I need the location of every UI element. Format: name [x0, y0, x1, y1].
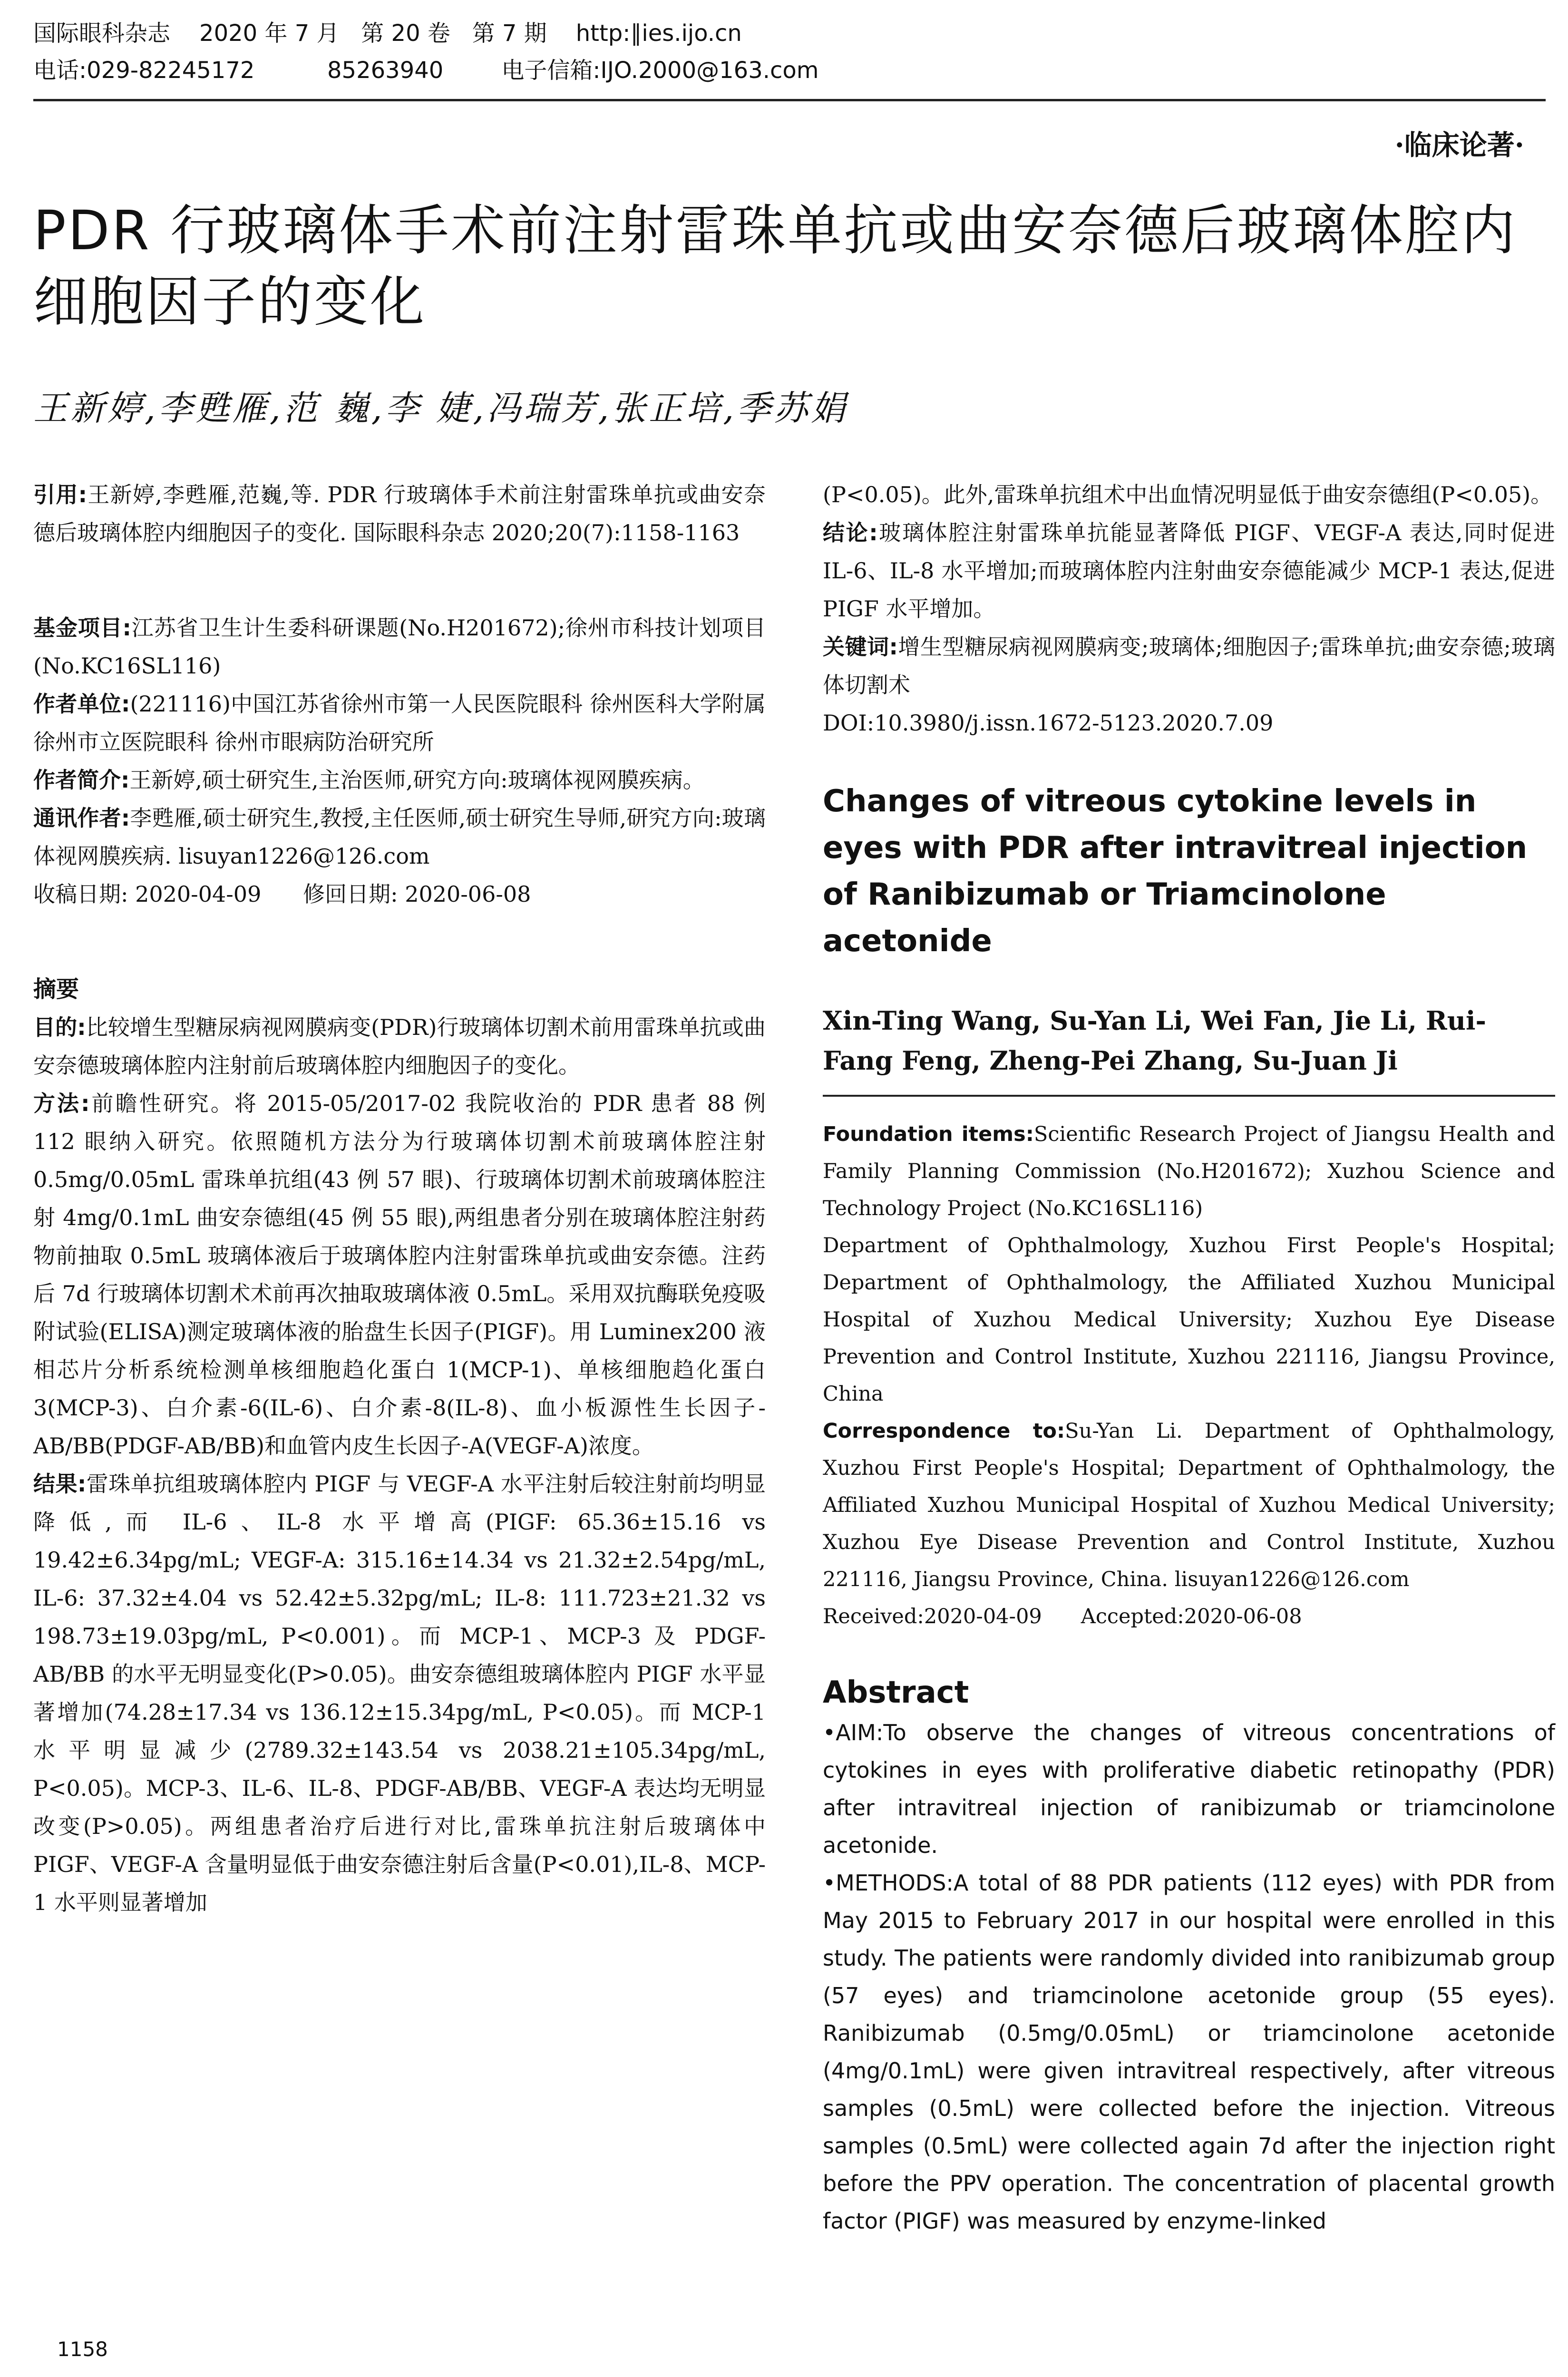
foundation-label: Foundation items:	[823, 1122, 1034, 1146]
right-column	[823, 476, 1555, 2240]
correspondence	[823, 1413, 1555, 1598]
aim-en	[823, 1714, 1555, 1864]
section-tag: ·临床论著·	[1394, 129, 1524, 161]
bio-text: 王新婷,硕士研究生,主治医师,研究方向:玻璃体视网膜疾病。	[129, 767, 705, 793]
author-bio	[33, 761, 766, 799]
keywords-label-cn: 关键词:	[823, 634, 898, 660]
results-text-cn: 雷珠单抗组玻璃体腔内 PIGF 与 VEGF-A 水平注射后较注射前均明显降低,而 IL-6、IL-8 水平增高(PIGF: 65.36±15.16 vs 19.42±6.34pg/mL; VEGF-A: 315.16±14.34 vs 21.32±2.54pg/mL, IL-6: 37.32±4.04 vs 52.42±5.32pg/mL; IL-8: 111.723±21.32 vs 198.73±19.03pg/mL, P<0.001)。而 MCP-1、MCP-3 及 PDGF-AB/BB 的水平无明显变化(P>0.05)。曲安奈德组玻璃体腔内 PIGF 水平显著增加(74.28±17.34 vs 136.12±15.34pg/mL, P<0.05)。而 MCP-1 水平明显减少(2789.32±143.54 vs 2038.21±105.34pg/mL, P<0.05)。MCP-3、IL-6、IL-8、PDGF-AB/BB、VEGF-A 表达均无明显改变(P>0.05)。两组患者治疗后进行对比,雷珠单抗注射后玻璃体中 PIGF、VEGF-A 含量明显低于曲安奈德注射后含量(P<0.01),IL-8、MCP-1 水平则显著增加	[33, 1471, 766, 1915]
corr-text: 李甦雁,硕士研究生,教授,主任医师,硕士研究生导师,研究方向:玻璃体视网膜疾病. lisuyan1226@126.com	[33, 805, 766, 869]
conclusion-cn	[823, 514, 1555, 628]
citation	[33, 476, 766, 552]
header-rule	[33, 99, 1546, 101]
methods-label-cn: 方法:	[33, 1091, 90, 1116]
dates: 收稿日期: 2020-04-09 修回日期: 2020-06-08	[33, 881, 531, 907]
abstract-heading-en: Abstract	[823, 1675, 969, 1710]
fund-info	[33, 609, 766, 685]
methods-en	[823, 1864, 1555, 2240]
methods-text-cn: 前瞻性研究。将 2015-05/2017-02 我院收治的 PDR 患者 88 例 112 眼纳入研究。依照随机方法分为行玻璃体切割术前玻璃体腔注射 0.5mg/0.05mL 雷珠单抗组(43 例 57 眼)、行玻璃体切割术前玻璃体腔注射 4mg/0.1mL 曲安奈德组(45 例 55 眼),两组患者分别在玻璃体腔注射药物前抽取 0.5mL 玻璃体液后于玻璃体腔内注射雷珠单抗或曲安奈德。注药后 7d 行玻璃体切割术术前再次抽取玻璃体液 0.5mL。采用双抗酶联免疫吸附试验(ELISA)测定玻璃体液的胎盘生长因子(PIGF)。用 Luminex200 液相芯片分析系统检测单核细胞趋化蛋白 1(MCP-1)、单核细胞趋化蛋白 3(MCP-3)、白介素-6(IL-6)、白介素-8(IL-8)、血小板源性生长因子-AB/BB(PDGF-AB/BB)和血管内皮生长因子-A(VEGF-A)浓度。	[33, 1091, 766, 1459]
corr-label: 通讯作者:	[33, 805, 130, 831]
keywords-text-cn: 增生型糖尿病视网膜病变;玻璃体;细胞因子;雷珠单抗;曲安奈德;玻璃体切割术	[823, 634, 1555, 698]
foundation-items	[823, 1116, 1555, 1227]
english-authors: Xin-Ting Wang, Su-Yan Li, Wei Fan, Jie Li, Rui-Fang Feng, Zheng-Pei Zhang, Su-Juan Ji	[823, 1005, 1486, 1076]
authors: 王新婷,李甦雁,范 巍,李 婕,冯瑞芳,张正培,季苏娟	[33, 388, 848, 428]
doi: DOI:10.3980/j.issn.1672-5123.2020.7.09	[823, 710, 1274, 736]
correspondence-text: Su-Yan Li. Department of Ophthalmology, Xuzhou First People's Hospital; Department of Ophthalmology, the Affiliated Xuzhou Municipal Hospital of Xuzhou Medical University; Xuzhou Eye Disease Prevention and Control Institute, Xuzhou 221116, Jiangsu Province, China. lisuyan1226@126.com	[823, 1419, 1555, 1591]
article-title: PDR 行玻璃体手术前注射雷珠单抗或曲安奈德后玻璃体腔内细胞因子的变化	[33, 199, 1517, 333]
page-number: 1158	[57, 2338, 108, 2361]
department-info: Department of Ophthalmology, Xuzhou First People's Hospital; Department of Ophthalmology, the Affiliated Xuzhou Municipal Hospital of Xuzhou Medical University; Xuzhou Eye Disease Prevention and Control Institute, Xuzhou 221116, Jiangsu Province, China	[823, 1234, 1555, 1406]
journal-header-line2: 电话:029-82245172 85263940 电子信箱:IJO.2000@163.com	[33, 57, 819, 84]
methods-label-en: •METHODS:	[823, 1870, 954, 1896]
bio-label: 作者简介:	[33, 767, 130, 793]
keywords-cn	[823, 628, 1555, 704]
results-cn	[33, 1465, 766, 1921]
conclusion-text-cn: 玻璃体腔注射雷珠单抗能显著降低 PIGF、VEGF-A 表达,同时促进 IL-6、IL-8 水平增加;而玻璃体腔内注射曲安奈德能减少 MCP-1 表达,促进 PIGF 水平增加。	[823, 520, 1555, 622]
received-accepted: Received:2020-04-09 Accepted:2020-06-08	[823, 1605, 1302, 1628]
citation-label: 引用:	[33, 482, 88, 507]
methods-cn	[33, 1084, 766, 1465]
corresponding-author	[33, 799, 766, 875]
aim-label-en: •AIM:	[823, 1720, 884, 1745]
english-title: Changes of vitreous cytokine levels in eyes with PDR after intravitreal injection of Ranibizumab or Triamcinolone acetonide	[823, 784, 1528, 959]
left-column	[33, 476, 766, 1921]
aim-label-cn: 目的:	[33, 1014, 86, 1040]
conclusion-label-cn: 结论:	[823, 520, 878, 546]
unit-label: 作者单位:	[33, 691, 130, 717]
journal-header-line1: 国际眼科杂志 2020 年 7 月 第 20 卷 第 7 期 http:∥ies.ijo.cn	[33, 20, 742, 47]
abstract-heading-cn: 摘要	[33, 976, 79, 1003]
foundation-text: Scientific Research Project of Jiangsu Health and Family Planning Commission (No.H201672); Xuzhou Science and Technology Project (No.KC16SL116)	[823, 1122, 1556, 1220]
results-label-cn: 结果:	[33, 1471, 87, 1497]
english-authors-rule	[823, 1095, 1555, 1097]
citation-text: 王新婷,李甦雁,范巍,等. PDR 行玻璃体手术前注射雷珠单抗或曲安奈德后玻璃体腔内细胞因子的变化. 国际眼科杂志 2020;20(7):1158-1163	[33, 482, 766, 546]
methods-text-en: A total of 88 PDR patients (112 eyes) with PDR from May 2015 to February 2017 in our hospital were enrolled in this study. The patients were randomly divided into ranibizumab group (57 eyes) and triamcinolone acetonide group (55 eyes). Ranibizumab (0.5mg/0.05mL) or triamcinolone acetonide (4mg/0.1mL) were given intravitreal respectively, after vitreous samples (0.5mL) were collected before the injection. Vitreous samples (0.5mL) were collected again 7d after the injection right before the PPV operation. The concentration of placental growth factor (PIGF) was measured by enzyme-linked	[823, 1870, 1555, 2234]
aim-text-cn: 比较增生型糖尿病视网膜病变(PDR)行玻璃体切割术前用雷珠单抗或曲安奈德玻璃体腔内注射前后玻璃体腔内细胞因子的变化。	[33, 1014, 766, 1078]
unit-text: (221116)中国江苏省徐州市第一人民医院眼科 徐州医科大学附属徐州市立医院眼科 徐州市眼病防治研究所	[33, 691, 766, 755]
aim-text-en: To observe the changes of vitreous concentrations of cytokines in eyes with proliferative diabetic retinopathy (PDR) after intravitreal injection of ranibizumab or triamcinolone acetonide.	[823, 1720, 1555, 1858]
results-cn-cont: (P<0.05)。此外,雷珠单抗组术中出血情况明显低于曲安奈德组(P<0.05)。	[823, 482, 1553, 507]
aim-cn	[33, 1008, 766, 1084]
fund-text: 江苏省卫生计生委科研课题(No.H201672);徐州市科技计划项目(No.KC16SL116)	[33, 615, 766, 679]
correspondence-label: Correspondence to:	[823, 1419, 1065, 1443]
fund-label: 基金项目:	[33, 615, 131, 641]
author-unit	[33, 685, 766, 761]
